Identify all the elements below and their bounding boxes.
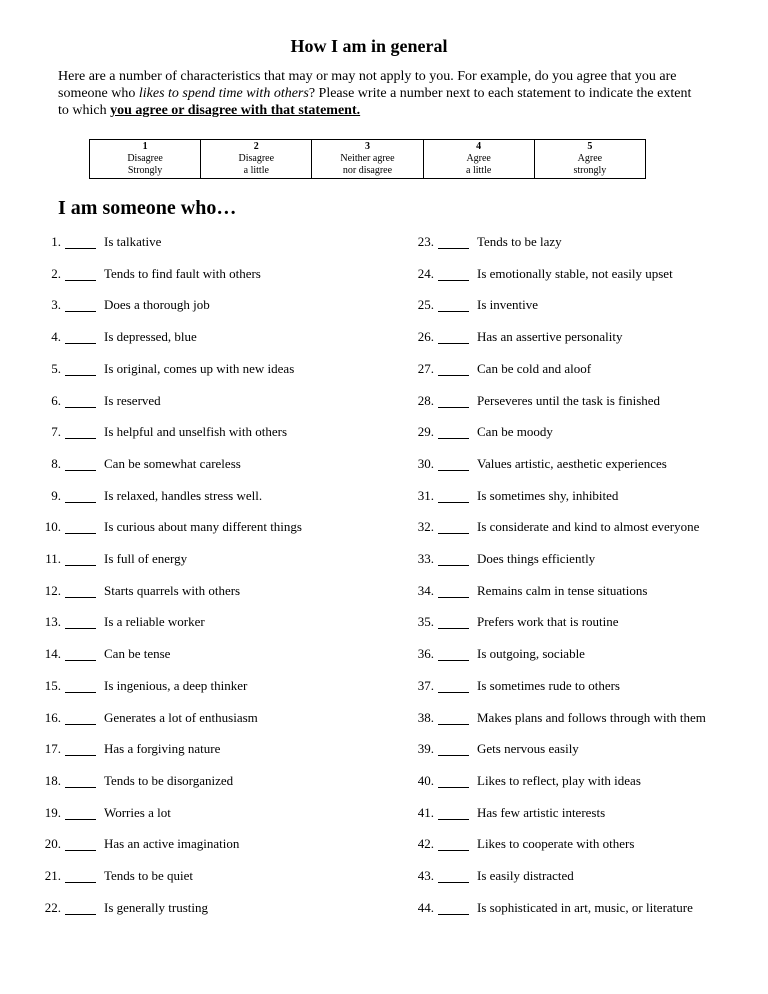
answer-blank[interactable] [434,422,469,442]
scale-cell [201,140,312,179]
item-number: 36. [417,646,434,661]
answer-blank[interactable] [434,264,469,284]
scale-number: 3 [364,141,370,152]
item-text: Generates a lot of enthusiasm [104,710,258,725]
item-number: 25. [417,297,434,312]
item-number: 41. [417,805,434,820]
item-text: Can be tense [104,646,171,661]
item-text: Is relaxed, handles stress well. [104,488,263,503]
answer-blank[interactable] [61,549,96,569]
item-text: Does a thorough job [104,297,210,312]
answer-blank[interactable] [61,295,96,315]
item-text: Is outgoing, sociable [477,646,585,661]
item-number: 22. [44,900,61,915]
item-number: 14. [44,646,61,661]
item-text: Is easily distracted [477,868,574,883]
answer-blank[interactable] [434,739,469,759]
answer-blank[interactable] [61,359,96,379]
item-number: 30. [417,456,434,471]
item-number: 42. [417,836,434,851]
item-number: 34. [417,583,434,598]
item-text: Is reserved [104,393,161,408]
item-text: Tends to be disorganized [104,773,234,788]
answer-blank[interactable] [61,422,96,442]
scale-cell [312,140,423,179]
scale-number: 4 [476,141,482,152]
answer-blank[interactable] [434,834,469,854]
item-text: Likes to cooperate with others [477,836,635,851]
item-number: 19. [44,805,61,820]
item-text: Is sometimes rude to others [477,678,620,693]
answer-blank[interactable] [61,486,96,506]
item-number: 21. [44,868,61,883]
answer-blank[interactable] [61,739,96,759]
item-text: Is sometimes shy, inhibited [477,488,619,503]
item-text: Worries a lot [104,805,171,820]
answer-blank[interactable] [434,327,469,347]
answer-blank[interactable] [61,454,96,474]
instructions-example: likes to spend time with others [138,86,309,101]
item-text: Prefers work that is routine [477,614,619,629]
item-number: 7. [51,424,61,439]
item-text: Starts quarrels with others [104,583,241,598]
answer-blank[interactable] [434,581,469,601]
item-number: 31. [417,488,434,503]
answer-blank[interactable] [61,581,96,601]
scale-label: Agree [466,153,491,164]
item-number: 20. [44,836,61,851]
item-text: Has a forgiving nature [104,741,221,756]
answer-blank[interactable] [61,866,96,886]
answer-blank[interactable] [61,517,96,537]
answer-blank[interactable] [61,644,96,664]
item-text: Is helpful and unselfish with others [104,424,288,439]
item-text: Makes plans and follows through with them [477,710,706,725]
item-number: 17. [44,741,61,756]
answer-blank[interactable] [61,771,96,791]
scale-number: 5 [587,141,593,152]
item-number: 2. [51,266,61,281]
item-number: 37. [417,678,434,693]
item-number: 44. [417,900,434,915]
item-text: Gets nervous easily [477,741,579,756]
scale-label: a little [466,165,492,176]
item-text: Is ingenious, a deep thinker [104,678,248,693]
item-number: 38. [417,710,434,725]
item-text: Has few artistic interests [477,805,606,820]
answer-blank[interactable] [434,612,469,632]
item-text: Is generally trusting [104,900,208,915]
item-text: Is curious about many different things [104,519,302,534]
item-number: 6. [51,393,61,408]
answer-blank[interactable] [434,866,469,886]
answer-blank[interactable] [434,359,469,379]
item-text: Can be moody [477,424,553,439]
item-number: 1. [51,234,61,249]
item-text: Is emotionally stable, not easily upset [477,266,673,281]
rating-scale-table [89,139,646,179]
answer-blank[interactable] [61,898,96,918]
item-number: 39. [417,741,434,756]
item-number: 4. [51,329,61,344]
scale-label: Strongly [127,165,163,176]
item-number: 18. [44,773,61,788]
scale-cell [90,140,201,179]
item-number: 43. [417,868,434,883]
item-number: 40. [417,773,434,788]
item-number: 26. [417,329,434,344]
scale-label: nor disagree [342,165,393,176]
item-text: Has an assertive personality [477,329,623,344]
instructions-text: Here are a number of characteristics that may or may not apply to you. For example, do you agree that you are someone who [58,69,677,101]
item-text: Is original, comes up with new ideas [104,361,295,376]
item-text: Is sophisticated in art, music, or literature [477,900,693,915]
answer-blank[interactable] [434,486,469,506]
item-number: 9. [51,488,61,503]
answer-blank[interactable] [61,612,96,632]
answer-blank[interactable] [434,295,469,315]
item-number: 15. [44,678,61,693]
item-text: Perseveres until the task is finished [477,393,661,408]
section-heading: I am someone who… [58,197,237,219]
item-number: 3. [51,297,61,312]
answer-blank[interactable] [434,898,469,918]
answer-blank[interactable] [434,232,469,252]
scale-number: 1 [142,141,148,152]
item-number: 12. [44,583,61,598]
answer-blank[interactable] [434,454,469,474]
page-title: How I am in general [290,36,448,56]
item-text: Likes to reflect, play with ideas [477,773,641,788]
answer-blank[interactable] [434,771,469,791]
item-text: Can be somewhat careless [104,456,241,471]
item-number: 13. [44,614,61,629]
item-text: Values artistic, aesthetic experiences [477,456,667,471]
scale-label: Disagree [238,153,275,164]
scale-label: Agree [577,153,603,164]
item-text: Does things efficiently [477,551,596,566]
item-text: Is depressed, blue [104,329,197,344]
instructions [58,68,698,119]
answer-blank[interactable] [61,327,96,347]
scale-number: 2 [253,141,259,152]
item-number: 8. [51,456,61,471]
scale-label: strongly [573,165,607,176]
answer-blank[interactable] [434,391,469,411]
item-text: Remains calm in tense situations [477,583,648,598]
scale-label: Disagree [127,153,163,164]
item-text: Is inventive [477,297,539,312]
answer-blank[interactable] [434,549,469,569]
item-number: 29. [417,424,434,439]
answer-blank[interactable] [61,676,96,696]
answer-blank[interactable] [434,803,469,823]
answer-blank[interactable] [61,232,96,252]
scale-cell [534,140,645,179]
answer-blank[interactable] [61,834,96,854]
answer-blank[interactable] [61,264,96,284]
scale-cell [423,140,534,179]
answer-blank[interactable] [61,391,96,411]
item-text: Tends to be quiet [104,868,193,883]
answer-blank[interactable] [61,708,96,728]
item-text: Tends to find fault with others [104,266,261,281]
instructions-emphasis: you agree or disagree with that statement. [110,103,361,118]
item-number: 24. [417,266,434,281]
item-number: 27. [417,361,434,376]
item-text: Is full of energy [104,551,188,566]
instructions-text-2: ? Please write a number next to each statement to indicate the extent to which [58,86,692,118]
item-text: Is talkative [104,234,162,249]
item-number: 23. [417,234,434,249]
item-text: Can be cold and aloof [477,361,592,376]
item-number: 33. [417,551,434,566]
scale-label: a little [243,165,269,176]
item-number: 10. [44,519,61,534]
answer-blank[interactable] [61,803,96,823]
item-text: Tends to be lazy [477,234,562,249]
answer-blank[interactable] [434,708,469,728]
item-number: 11. [45,551,61,566]
item-number: 28. [417,393,434,408]
item-number: 5. [51,361,61,376]
item-text: Is considerate and kind to almost everyone [477,519,700,534]
item-text: Has an active imagination [104,836,240,851]
answer-blank[interactable] [434,676,469,696]
item-number: 35. [417,614,434,629]
item-number: 16. [44,710,61,725]
answer-blank[interactable] [434,517,469,537]
item-text: Is a reliable worker [104,614,205,629]
scale-label: Neither agree [340,153,395,164]
item-number: 32. [417,519,434,534]
answer-blank[interactable] [434,644,469,664]
